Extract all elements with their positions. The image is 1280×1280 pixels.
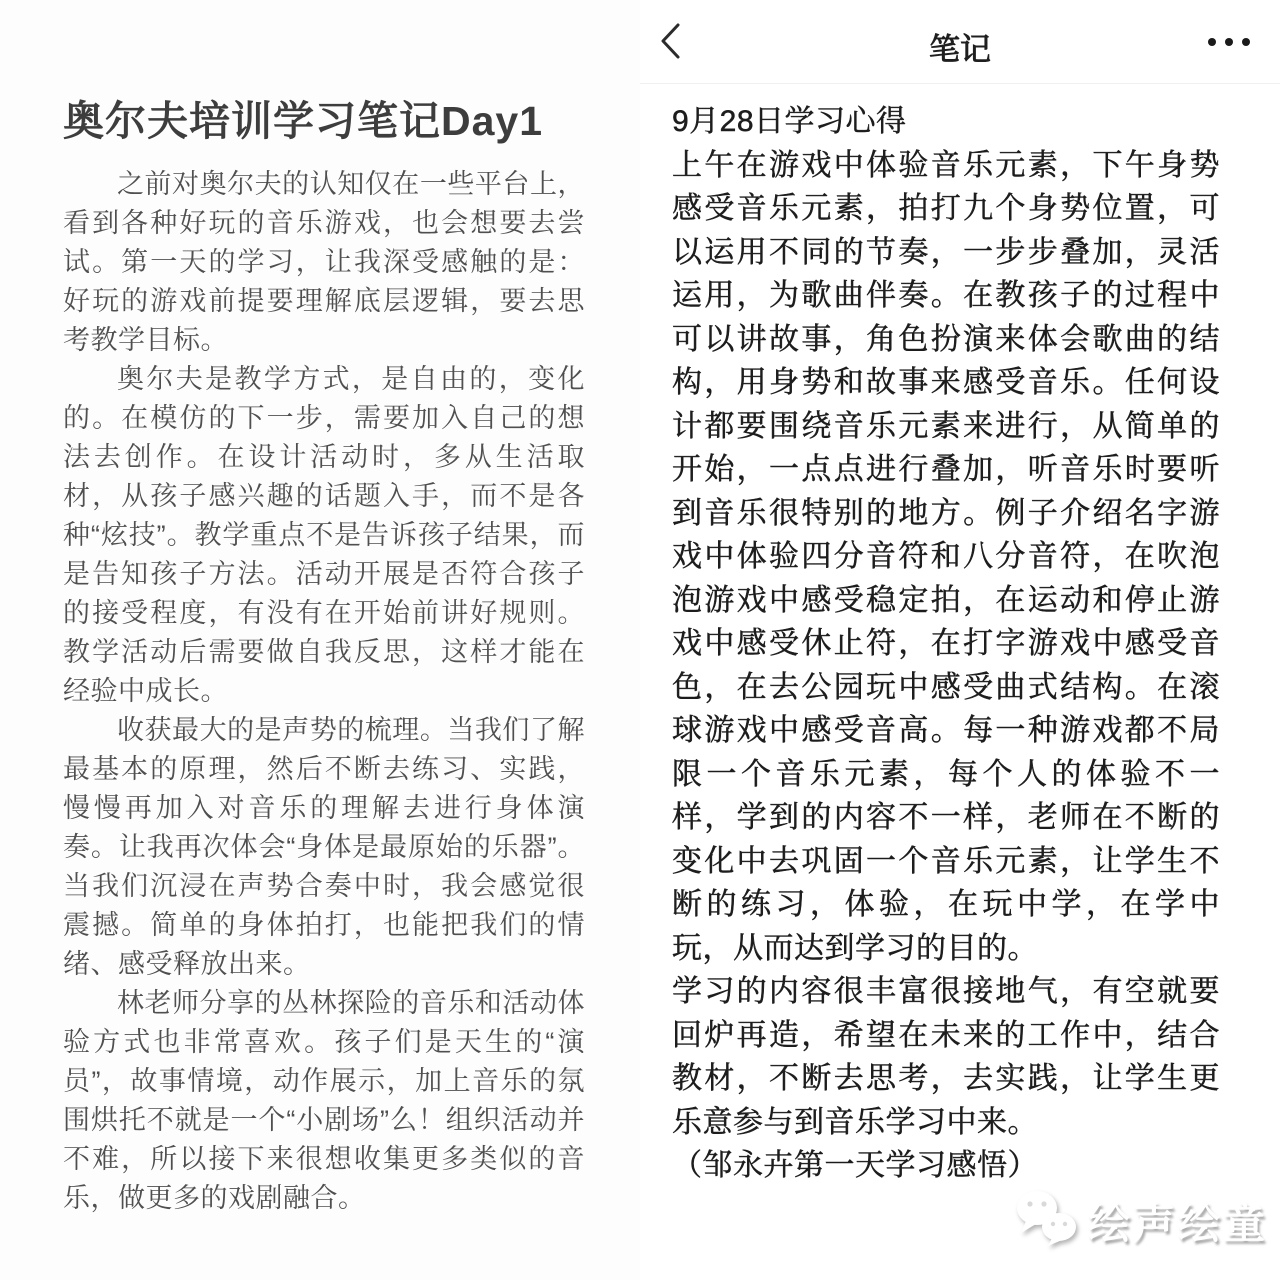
note-paragraph: 上午在游戏中体验音乐元素，下午身势感受音乐元素，拍打九个身势位置，可以运用不同的节奏，一步步叠加，灵活运用，为歌曲伴奏。在教孩子的过程中可以讲故事，角色扮演来体会歌曲的结构，用身势和故事来感受音乐。任何设计都要围绕音乐元素来进行，从简单的开始，一点点进行叠加，听音乐时要听到音乐很特别的地方。例子介绍名字游戏中体验四分音符和八分音符，在吹泡泡游戏中感受稳定拍，在运动和停止游戏中感受休止符，在打字游戏中感受音色，在去公园玩中感受曲式结构。在滚球游戏中感受音高。每一种游戏都不局限一个音乐元素，每个人的体验不一样，学到的内容不一样，老师在不断的变化中去巩固一个音乐元素，让学生不断的练习，体验，在玩中学，在学中玩，从而达到学习的目的。 (672, 148, 1220, 965)
ellipsis-more-icon (1242, 38, 1250, 46)
article-paragraph: 之前对奥尔夫的认知仅在一些平台上，看到各种好玩的音乐游戏，也会想要去尝试。第一天的学习，让我深受感触的是：好玩的游戏前提要理解底层逻辑，要去思考教学目标。 (63, 169, 585, 355)
article-paragraph: 收获最大的是声势的梳理。当我们了解最基本的原理，然后不断去练习、实践，慢慢再加入对音乐的理解去进行身体演奏。让我再次体会“身体是最原始的乐器”。当我们沉浸在声势合奏中时，我会感觉很震撼。简单的身体拍打，也能把我们的情绪、感受释放出来。 (63, 715, 585, 979)
note-header-bar (640, 0, 1280, 84)
note-paragraph: 学习的内容很丰富很接地气，有空就要回炉再造，希望在未来的工作中，结合教材，不断去思考，去实践，让学生更乐意参与到音乐学习中来。 (672, 975, 1220, 1139)
ellipsis-more-icon (1225, 38, 1233, 46)
more-options-button[interactable] (1208, 30, 1250, 54)
ellipsis-more-icon (1208, 38, 1216, 46)
watermark-label: 绘声绘童 (1087, 1199, 1268, 1247)
note-paragraph: （邹永卉第一天学习感悟） (672, 1149, 1038, 1182)
note-content[interactable] (640, 84, 1230, 1188)
page-title: 笔记 (929, 32, 991, 67)
article-title: 奥尔夫培训学习笔记Day1 (63, 98, 544, 144)
note-app-screen (640, 0, 1280, 1280)
article-page (63, 88, 585, 1218)
note-date-heading: 9月28日学习心得 (672, 105, 907, 138)
article-paragraph: 奥尔夫是教学方式，是自由的，变化的。在模仿的下一步，需要加入自己的想法去创作。在设计活动时，多从生活取材，从孩子感兴趣的话题入手，而不是各种“炫技”。教学重点不是告诉孩子结果，而是告知孩子方法。活动开展是否符合孩子的接受程度，有没有在开始前讲好规则。教学活动后需要做自我反思，这样才能在经验中成长。 (63, 364, 585, 706)
article-body (63, 165, 585, 1218)
article-paragraph: 林老师分享的丛林探险的音乐和活动体验方式也非常喜欢。孩子们是天生的“演员”，故事情境，动作展示，加上音乐的氛围烘托不就是一个“小剧场”么！组织活动并不难，所以接下来很想收集更多类似的音乐，做更多的戏剧融合。 (63, 988, 585, 1213)
